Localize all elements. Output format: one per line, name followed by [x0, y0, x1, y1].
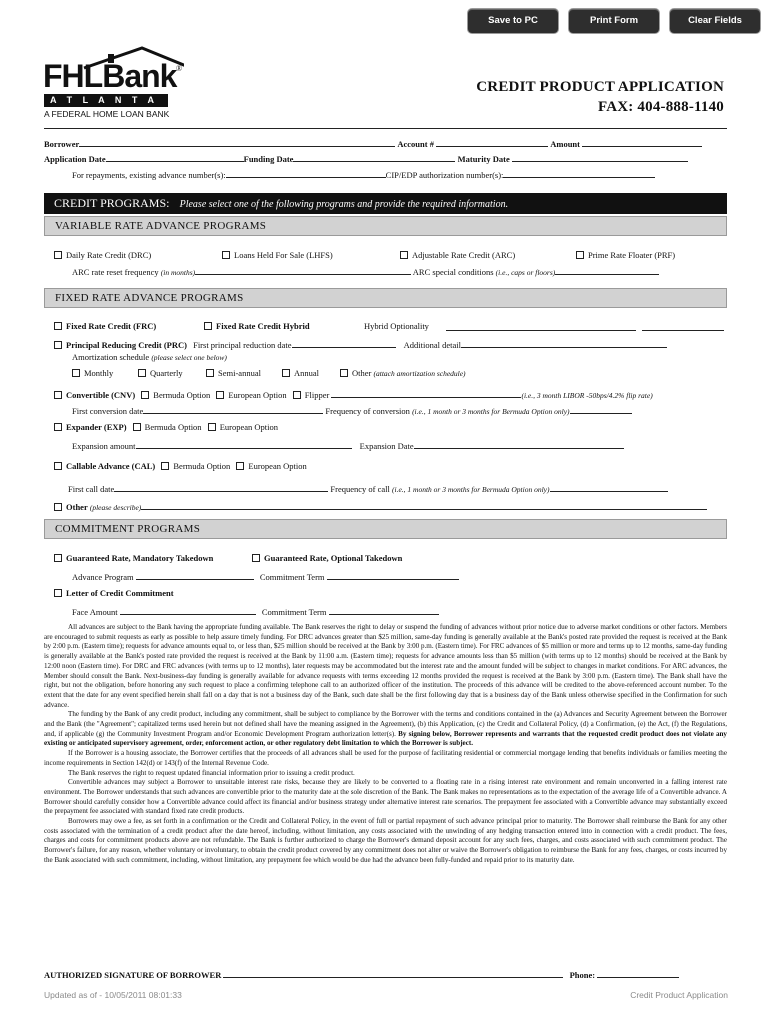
other-amort-checkbox[interactable] [340, 369, 348, 377]
repayments-field[interactable] [226, 169, 386, 178]
monthly-label: Monthly [84, 368, 114, 378]
arc-reset-note: (in months) [160, 268, 196, 277]
commitment-term-field[interactable] [327, 571, 459, 580]
borrower-row [44, 138, 724, 150]
prf-checkbox[interactable] [576, 251, 584, 259]
quarterly-label: Quarterly [150, 368, 183, 378]
prc-checkbox[interactable] [54, 341, 62, 349]
first-conversion-label: First conversion date [72, 406, 144, 416]
credit-programs-instruction: Please select one of the following programs and provide the required information. [179, 199, 509, 210]
annual-label: Annual [294, 368, 320, 378]
first-reduction-field[interactable] [292, 339, 396, 348]
frequency-call-label: Frequency of call [330, 484, 390, 494]
exp-bermuda-label: Bermuda Option [144, 422, 202, 432]
semiannual-checkbox[interactable] [206, 369, 214, 377]
additional-detail-label: Additional detail [403, 340, 462, 350]
frc-option[interactable] [54, 321, 156, 332]
logo-tagline: A FEDERAL HOME LOAN BANK [44, 109, 170, 119]
updated-timestamp: Updated as of - 10/05/2011 08:01:33 [44, 990, 182, 1000]
cip-label: CIP/EDP authorization number(s): [385, 170, 504, 180]
terms-text [44, 623, 727, 866]
terms-paragraph-5: Convertible advances may subject a Borrower to unsuitable interest rate risks, because they are likely to be converted to a floating rate in a rising interest rate environment and remain unconverted in a falling interest rate environment. The Borrower understands that such advances are convertible prior to the maturity date at the sole discretion of the Bank. The Bank makes no representations as to the expectation of the average life of a Convertible advance. A Borrower should carefully consider how a Convertible advance could affect its financial and/or business strategy under alternative interest rate scenarios. The prepayment fee associated with a Convertible advance may substantially exceed the prepayment fee associated with standard fixed rate credit products. [44, 778, 727, 816]
header-divider [44, 128, 727, 129]
arc-details-row [72, 266, 724, 278]
hybrid-checkbox[interactable] [204, 322, 212, 330]
maturity-date-label: Maturity Date [457, 154, 510, 164]
other-row [54, 501, 724, 513]
frc-label: Fixed Rate Credit (FRC) [66, 321, 157, 331]
terms-paragraph-2-text: The funding by the Bank of any credit product, including any commitment, shall be subject to compliance by the Borrower with the terms and conditions contained in the (a) Advances and Security Agreement between the Borrower and the Bank (the "Agreement"; capitalized terms used herein but not defined shall have the meaning assigned in the Agreement), (b) this Application, (c) the Credit and Collateral Policy, (d) a Confirmation, (e) the Act, (f) the Regulations, and, if applicable (g) the Community Investment Program and/or Economic Development Program authorization letter(s). [44, 710, 727, 738]
conversion-row [72, 405, 724, 417]
terms-paragraph-4: The Bank reserves the right to request updated financial information prior to issuing a credit product. [68, 768, 355, 777]
arc-special-note: (i.e., caps or floors) [495, 268, 556, 277]
first-call-field[interactable] [114, 483, 328, 492]
other-amort-label: Other [352, 368, 372, 378]
mandatory-label: Guaranteed Rate, Mandatory Takedown [66, 553, 214, 563]
other-describe-field[interactable] [141, 501, 707, 510]
arc-checkbox[interactable] [400, 251, 408, 259]
lhfs-option[interactable] [222, 250, 333, 261]
other-amort-note: (attach amortization schedule) [373, 369, 466, 378]
semiannual-label: Semi-annual [218, 368, 261, 378]
frequency-conversion-label: Frequency of conversion [325, 406, 410, 416]
cip-field[interactable] [503, 169, 655, 178]
fax-number: FAX: 404-888-1140 [597, 99, 724, 115]
application-date-field[interactable] [106, 153, 244, 162]
brand-name: FHLBank [43, 58, 177, 94]
cal-row [54, 461, 724, 472]
cal-label: Callable Advance (CAL) [66, 461, 156, 471]
credit-programs-bar [44, 193, 727, 214]
cnv-european-label: European Option [228, 390, 287, 400]
lhfs-label: Loans Held For Sale (LHFS) [234, 250, 333, 260]
amount-label: Amount [550, 139, 580, 149]
cal-european-label: European Option [248, 461, 307, 471]
terms-paragraph-6: Borrowers may owe a fee, as set forth in a confirmation or the Credit and Collateral Policy, in the event of full or partial repayment of such advance principal prior to maturity. The Borrower shall reimburse the Bank for any other costs associated with the termination of a credit product after the date hereof, including, without limitation, any costs associated with the unwinding of any hedging transaction entered into in connection with a credit product. The fees, charges and costs for commitment products above are not refundable. The Bank is further authorized to charge the Borrower's demand deposit account for any such fees, charges, and costs associated with such commitment product. The Borrower's failure, for any reason, whether voluntary or involuntary, to obtain the credit product covered by any commitment does not alter or waive the Borrower's obligation to reimburse the Bank for any fees, charges, or costs incurred by the Bank associated with such commitment, including, without limitation, any prepayment fee which would be due had the advance been fully-funded and repaid prior to its maturity date. [44, 817, 727, 864]
first-conversion-field[interactable] [143, 405, 323, 414]
expansion-amount-field[interactable] [136, 440, 352, 449]
other-checkbox[interactable] [54, 503, 62, 511]
exp-bermuda-checkbox[interactable] [133, 423, 141, 431]
flipper-field[interactable] [331, 389, 521, 398]
application-date-label: Application Date [44, 154, 106, 164]
frequency-conversion-field[interactable] [570, 405, 632, 414]
cnv-checkbox[interactable] [54, 391, 62, 399]
advance-program-field[interactable] [136, 571, 254, 580]
optional-label: Guaranteed Rate, Optional Takedown [264, 553, 403, 563]
other-describe-note: (please describe) [89, 503, 142, 512]
exp-checkbox[interactable] [54, 423, 62, 431]
expansion-date-field[interactable] [414, 440, 624, 449]
hybrid-label: Fixed Rate Credit Hybrid [216, 321, 310, 331]
borrower-field[interactable] [79, 138, 395, 147]
drc-checkbox[interactable] [54, 251, 62, 259]
call-row [68, 483, 724, 495]
form-name-footer: Credit Product Application [630, 990, 728, 1000]
commitment-term-label: Commitment Term [259, 572, 325, 582]
terms-paragraph-2 [44, 710, 727, 749]
registered-mark: ® [176, 64, 183, 73]
signature-field[interactable] [223, 969, 563, 978]
account-field[interactable] [436, 138, 548, 147]
prc-row [54, 339, 724, 351]
form-title: CREDIT PRODUCT APPLICATION [476, 79, 724, 95]
funding-date-label: Funding Date [243, 154, 294, 164]
signature-label: AUTHORIZED SIGNATURE OF BORROWER [44, 970, 222, 980]
cnv-row [54, 389, 724, 401]
face-amount-row [72, 606, 724, 618]
prf-label: Prime Rate Floater (PRF) [588, 250, 676, 260]
loc-checkbox[interactable] [54, 589, 62, 597]
cnv-label: Convertible (CNV) [66, 390, 136, 400]
phone-label: Phone: [569, 970, 596, 980]
expansion-date-label: Expansion Date [359, 441, 414, 451]
prf-option[interactable] [576, 250, 675, 261]
loc-label: Letter of Credit Commitment [66, 588, 174, 598]
terms-paragraph-1: All advances are subject to the Bank having the appropriate funding available. The Bank reserves the right to delay or suspend the funding of advances without prior notice due to adverse market conditions or other factors. Members are encouraged to submit requests as early as possible to help assure timely funding. For DRC advances greater than $25 million, same-day funding is generally available at the Bank's posted rate provided the request is received at the Bank by 2:00 p.m. (Eastern time); requests for advance amounts equal to, or less than, $25 million should be received at the Bank by 3:00 p.m. (Eastern time). For FRC advances of $5 million or more and terms up to 12 months, same-day funding is generally available at the Bank's posted rate provided the request is received at the Bank by 11:00 a.m. (Eastern time); requests for advance amounts less than $5 million (with terms up to 12 months) should be received at the Bank by 12:00 noon (Eastern time). For DRC and FRC advances (with terms up to 12 months), later requests may be accommodated but the interest rate and the amount funded will be subject to changes in market conditions. For ARC advances, the Member should consult the Bank. Next-business-day funding is generally available for advance requests with terms exceeding 12 months provided the request is received at the Bank by 3:00 p.m. (Eastern time). The Bank shall have the right, but not the obligation, before honoring any such request to place a confirming telephone call to an authorized officer of the institution. The proceeds of this advance will be credited to the above-referenced account number. To the extent that the date for any event specified herein shall fall on a day that is not a business day of the Bank, such date shall be the first following day that is a business day of the Bank unless otherwise specified in the Confirmation for such advance. [44, 623, 727, 709]
save-to-pc-button[interactable]: Save to PC [467, 8, 559, 34]
expansion-row [72, 440, 724, 452]
hybrid-optionality-field-2[interactable] [642, 322, 724, 331]
arc-special-field[interactable] [555, 266, 659, 275]
exp-european-checkbox[interactable] [208, 423, 216, 431]
amort-row [72, 352, 724, 363]
expansion-amount-label: Expansion amount [72, 441, 136, 451]
face-amount-field[interactable] [120, 606, 256, 615]
arc-option[interactable] [400, 250, 515, 261]
frequency-call-field[interactable] [550, 483, 668, 492]
commitment-header: COMMITMENT PROGRAMS [44, 519, 727, 539]
amount-field[interactable] [582, 138, 702, 147]
signature-row [44, 969, 724, 981]
arc-label: Adjustable Rate Credit (ARC) [412, 250, 516, 260]
hybrid-option[interactable] [204, 321, 310, 332]
exp-label: Expander (EXP) [66, 422, 127, 432]
hybrid-optionality-field[interactable] [446, 322, 636, 331]
optional-checkbox[interactable] [252, 554, 260, 562]
flipper-checkbox[interactable] [293, 391, 301, 399]
prc-label: Principal Reducing Credit (PRC) [66, 340, 187, 350]
credit-programs-title: CREDIT PROGRAMS: [54, 196, 170, 210]
cal-bermuda-label: Bermuda Option [173, 461, 231, 471]
repayments-label: For repayments, existing advance number(s): [72, 170, 226, 180]
cal-checkbox[interactable] [54, 462, 62, 470]
print-form-button[interactable]: Print Form [568, 8, 660, 34]
flipper-label: Flipper [304, 390, 330, 400]
terms-paragraph-3: If the Borrower is a housing associate, the Borrower certifies that the proceeds of all advances shall be used for the purpose of facilitating residential or commercial mortgage lending that benefits individuals or families meeting the income requirements in Section 142(d) or 143(f) of the Internal Revenue Code. [44, 749, 727, 767]
terms-paragraph-2-bold: By signing below, Borrower represents and warrants that the requested credit product does not violate any existing or anticipated supervisory agreement, order, enforcement action, or other regulatory debt limitation to which the Borrower is subject. [44, 729, 727, 748]
first-reduction-label: First principal reduction date [193, 340, 292, 350]
monthly-checkbox[interactable] [72, 369, 80, 377]
phone-field[interactable] [597, 969, 679, 978]
other-label: Other [66, 502, 88, 512]
maturity-date-field[interactable] [512, 153, 688, 162]
frc-checkbox[interactable] [54, 322, 62, 330]
cnv-european-checkbox[interactable] [216, 391, 224, 399]
advance-program-label: Advance Program [72, 572, 134, 582]
amort-note: (please select one below) [151, 353, 227, 362]
borrower-label: Borrower [44, 139, 80, 149]
drc-option[interactable] [54, 250, 151, 261]
exp-european-label: European Option [219, 422, 278, 432]
hybrid-optionality-label: Hybrid Optionality [364, 321, 429, 331]
variable-rate-header: VARIABLE RATE ADVANCE PROGRAMS [44, 216, 727, 236]
cal-bermuda-checkbox[interactable] [161, 462, 169, 470]
frequency-call-note: (i.e., 1 month or 3 months for Bermuda Option only) [392, 485, 550, 494]
cal-european-checkbox[interactable] [236, 462, 244, 470]
quarterly-checkbox[interactable] [138, 369, 146, 377]
account-label: Account # [397, 139, 434, 149]
face-amount-label: Face Amount [72, 607, 118, 617]
exp-row [54, 422, 724, 433]
loc-commitment-term-label: Commitment Term [261, 607, 327, 617]
dates-row [44, 153, 724, 165]
clear-fields-button[interactable]: Clear Fields [669, 8, 761, 34]
arc-reset-field[interactable] [195, 266, 411, 275]
arc-reset-label: ARC rate reset frequency [72, 267, 159, 277]
funding-date-field[interactable] [293, 153, 455, 162]
loc-commitment-term-field[interactable] [329, 606, 439, 615]
city-band: A T L A N T A [44, 94, 168, 107]
arc-special-label: ARC special conditions [412, 267, 494, 277]
fixed-rate-header: FIXED RATE ADVANCE PROGRAMS [44, 288, 727, 308]
first-call-label: First call date [68, 484, 115, 494]
additional-detail-field[interactable] [461, 339, 667, 348]
advance-program-row [72, 571, 724, 583]
loc-row [54, 588, 724, 599]
amort-label: Amortization schedule [72, 352, 150, 362]
repayments-row [72, 169, 724, 181]
mandatory-checkbox[interactable] [54, 554, 62, 562]
cnv-bermuda-label: Bermuda Option [153, 390, 211, 400]
drc-label: Daily Rate Credit (DRC) [66, 250, 152, 260]
frequency-conversion-note: (i.e., 1 month or 3 months for Bermuda Option only) [412, 407, 570, 416]
flipper-note: (i.e., 3 month LIBOR -50bps/4.2% flip rate) [521, 391, 653, 400]
lhfs-checkbox[interactable] [222, 251, 230, 259]
annual-checkbox[interactable] [282, 369, 290, 377]
cnv-bermuda-checkbox[interactable] [141, 391, 149, 399]
